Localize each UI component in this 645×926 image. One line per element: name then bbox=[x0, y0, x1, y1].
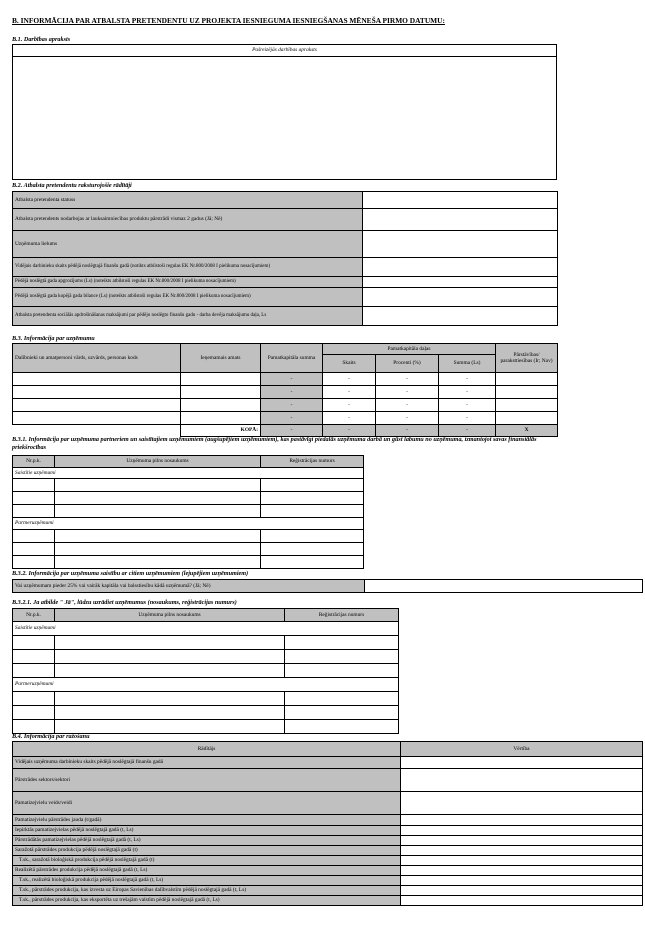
b321-related-label: Saistītie uzņēmumi bbox=[13, 622, 399, 636]
b31-col-nr: Nr.p.k. bbox=[13, 456, 55, 468]
b3-cell[interactable] bbox=[181, 386, 261, 399]
b4-row-label: Pārstrādātās pamatizejvielas pēdējā noslēgtajā gadā (t, Ls) bbox=[13, 836, 401, 846]
b32-answer-cell[interactable] bbox=[365, 580, 643, 593]
b31-cell[interactable] bbox=[13, 479, 55, 492]
b31-cell[interactable] bbox=[13, 530, 55, 543]
b4-row-label: T.sk., pārstrādes produkcija, kas izvesta uz Eiropas Savienības dalībvalstīm pēdējā noslēgtajā gadā (t, Ls) bbox=[13, 886, 401, 896]
b2-value-cell[interactable] bbox=[363, 231, 558, 258]
b3-col-position: Ieņemamais amats bbox=[181, 344, 261, 373]
b31-cell[interactable] bbox=[55, 505, 261, 518]
b4-row-label: Pamatizejvielu veids/veidi bbox=[13, 792, 401, 815]
b3-col-percent: Procenti (%) bbox=[376, 355, 439, 373]
b32-table bbox=[12, 579, 643, 593]
b4-col-indicator: Rādītājs bbox=[13, 742, 401, 757]
b3-total-x: X bbox=[496, 425, 558, 437]
b321-cell[interactable] bbox=[13, 706, 55, 720]
b2-heading: B.2. Atbalsta pretendentu raksturojošie rādītāji bbox=[12, 182, 132, 189]
b3-dash: - bbox=[439, 412, 496, 425]
b2-row-label: Atbalsta pretendenta sociālās apdrošināšanas maksājumi par pēdējo noslēgto finanšu gadu - darba devēja maksājumu daļa, Ls bbox=[13, 307, 363, 326]
b4-row-label: Iepirktās pamatizejvielas pēdējā noslēgtajā gadā (t, Ls) bbox=[13, 826, 401, 836]
b3-dash: - bbox=[439, 399, 496, 412]
b3-dash: - bbox=[376, 399, 439, 412]
b4-value-cell[interactable] bbox=[401, 846, 643, 856]
b3-dash: - bbox=[261, 412, 323, 425]
b3-cell[interactable] bbox=[496, 373, 558, 386]
b31-col-reg: Reģistrācijas numurs bbox=[261, 456, 364, 468]
b2-row-label: Pēdējā noslēgtā gada apgrozījums (Ls) (noteikts atbilstoši regulas EK Nr.800/2008 I pielikuma nosacījumiem) bbox=[13, 277, 363, 288]
b3-cell[interactable] bbox=[181, 412, 261, 425]
b3-dash: - bbox=[323, 412, 376, 425]
b321-partners-label: Partneruzņēmumi bbox=[13, 678, 399, 692]
b3-dash: - bbox=[261, 399, 323, 412]
b2-row-label: Vidējais darbinieku skaits pēdējā noslēgtajā finanšu gadā (notikts atbilstoši regulas EK Nr.800/2008 I pielikuma nosacījumiem) bbox=[13, 258, 363, 277]
b3-dash: - bbox=[323, 373, 376, 386]
b321-cell[interactable] bbox=[285, 720, 399, 734]
b4-row-label: Realizētā pārstrādes produkcija pēdējā noslēgtajā gadā (t, Ls) bbox=[13, 866, 401, 876]
b321-cell[interactable] bbox=[285, 692, 399, 706]
b2-value-cell[interactable] bbox=[363, 307, 558, 326]
b321-cell[interactable] bbox=[13, 664, 55, 678]
b31-cell[interactable] bbox=[261, 556, 364, 569]
b4-value-cell[interactable] bbox=[401, 769, 643, 792]
b1-description-field[interactable] bbox=[13, 57, 557, 180]
b31-cell[interactable] bbox=[13, 556, 55, 569]
b4-value-cell[interactable] bbox=[401, 826, 643, 836]
b3-col-shares: Pamatkapitāla daļas bbox=[323, 344, 496, 355]
b3-dash: - bbox=[323, 399, 376, 412]
b321-cell[interactable] bbox=[13, 692, 55, 706]
b2-value-cell[interactable] bbox=[363, 288, 558, 307]
b321-cell[interactable] bbox=[285, 636, 399, 650]
b31-heading: B.3.1. Informācija par uzņēmuma partneriem un saistītajiem uzņēmumiem (augšupējiem uzņēmumiem), kas pastāvīgi piedalās uzņēmuma darbā un gūst labumu no uzņēmuma, izmantojot savas finansiālās priekšrocības bbox=[12, 436, 537, 451]
b31-cell[interactable] bbox=[13, 543, 55, 556]
b4-col-value: Vērtība bbox=[401, 742, 643, 757]
b31-partners-label: Partneruzņēmumi bbox=[13, 518, 364, 530]
b3-dash: - bbox=[323, 425, 376, 437]
b4-row-label: Saražotā pārstrādes produkcija pēdējā noslēgtajā gadā (t) bbox=[13, 846, 401, 856]
b31-cell[interactable] bbox=[13, 505, 55, 518]
b4-value-cell[interactable] bbox=[401, 836, 643, 846]
b3-dash: - bbox=[439, 386, 496, 399]
b3-dash: - bbox=[376, 425, 439, 437]
b321-cell[interactable] bbox=[285, 650, 399, 664]
b3-dash: - bbox=[376, 373, 439, 386]
b3-cell[interactable] bbox=[181, 399, 261, 412]
b4-row-label: T.sk., realizētā bioloģiskā produkcija pēdējā noslēgtajā gadā (t, Ls) bbox=[13, 876, 401, 886]
b321-cell[interactable] bbox=[285, 664, 399, 678]
b2-value-cell[interactable] bbox=[363, 258, 558, 277]
b4-value-cell[interactable] bbox=[401, 886, 643, 896]
b321-cell[interactable] bbox=[55, 706, 285, 720]
b3-dash: - bbox=[261, 425, 323, 437]
b4-row-label: Pārstrādes sektors/sektori bbox=[13, 769, 401, 792]
b31-related-label: Saistītie uzņēmumi bbox=[13, 468, 364, 479]
b4-value-cell[interactable] bbox=[401, 856, 643, 866]
b31-cell[interactable] bbox=[55, 530, 261, 543]
b3-heading: B.3. Informācija par uzņēmumu bbox=[12, 335, 95, 342]
b31-cell[interactable] bbox=[261, 530, 364, 543]
b4-value-cell[interactable] bbox=[401, 792, 643, 815]
b1-heading: B.1. Darbības apraksts bbox=[12, 36, 71, 43]
b321-cell[interactable] bbox=[55, 692, 285, 706]
b321-cell[interactable] bbox=[13, 720, 55, 734]
b3-col-capital: Pamatkapitāla summa bbox=[261, 344, 323, 373]
b2-row-label: Uzņēmuma lielums bbox=[13, 231, 363, 258]
b31-cell[interactable] bbox=[261, 505, 364, 518]
b3-cell[interactable] bbox=[13, 412, 181, 425]
b31-cell[interactable] bbox=[55, 543, 261, 556]
b31-cell[interactable] bbox=[55, 556, 261, 569]
b3-dash: - bbox=[439, 425, 496, 437]
b2-row-label: Atbalsta pretendenta statuss bbox=[13, 192, 363, 209]
b3-dash: - bbox=[376, 386, 439, 399]
b2-value-cell[interactable] bbox=[363, 277, 558, 288]
b4-heading: B.4. Informācija par ražošanu bbox=[12, 733, 90, 740]
b3-cell[interactable] bbox=[13, 373, 181, 386]
b4-value-cell[interactable] bbox=[401, 876, 643, 886]
b4-value-cell[interactable] bbox=[401, 757, 643, 769]
b31-col-name: Uzņēmuma pilns nosaukums bbox=[55, 456, 261, 468]
b31-table bbox=[12, 455, 364, 569]
b3-col-name: Dalībnieki un amatpersoni vārds, uzvārds, personas kods bbox=[13, 344, 181, 373]
b31-cell[interactable] bbox=[55, 492, 261, 505]
b3-table bbox=[12, 343, 558, 437]
b3-cell[interactable] bbox=[181, 373, 261, 386]
b32-heading: B.3.2. Informācija par uzņēmuma saistību ar citiem uzņēmumiem (lejupējiem uzņēmumiem) bbox=[12, 570, 249, 577]
b31-cell[interactable] bbox=[55, 479, 261, 492]
b321-table bbox=[12, 608, 399, 734]
b2-value-cell[interactable] bbox=[363, 209, 558, 231]
b3-dash: - bbox=[439, 373, 496, 386]
b3-cell[interactable] bbox=[496, 412, 558, 425]
b3-cell[interactable] bbox=[13, 399, 181, 412]
b4-value-cell[interactable] bbox=[401, 815, 643, 826]
b321-heading: B.3.2.1. Ja atbilde " Jā", lūdzu uzrādiet uzņēmumus (nosaukums, reģistrācijas numurs) bbox=[12, 599, 237, 606]
b3-cell[interactable] bbox=[13, 386, 181, 399]
b31-cell[interactable] bbox=[261, 479, 364, 492]
b321-cell[interactable] bbox=[13, 636, 55, 650]
b2-table bbox=[12, 191, 558, 326]
b4-value-cell[interactable] bbox=[401, 866, 643, 876]
b321-cell[interactable] bbox=[13, 650, 55, 664]
b3-col-count: Skaits bbox=[323, 355, 376, 373]
b321-cell[interactable] bbox=[55, 664, 285, 678]
b2-value-cell[interactable] bbox=[363, 192, 558, 209]
b4-row-label: T.sk., saražotā bioloģiskā produkcija pēdējā noslēgtajā gadā (t) bbox=[13, 856, 401, 866]
b321-col-reg: Reģistrācijas numurs bbox=[285, 609, 399, 622]
b3-cell[interactable] bbox=[496, 399, 558, 412]
b2-row-label: Pēdējā noslēgtā gada kopējā gada bilance (Ls) (noteikts atbilstoši regulas EK Nr.800/2008 I pielikuma nosacījumiem) bbox=[13, 288, 363, 307]
b4-value-cell[interactable] bbox=[401, 896, 643, 906]
b3-dash: - bbox=[261, 386, 323, 399]
b321-col-nr: Nr.p.k. bbox=[13, 609, 55, 622]
b1-caption: Pašreizējās darbības apraksts bbox=[13, 45, 557, 57]
b4-row-label: Vidējais uzņēmuma darbinieku skaits pēdējā noslēgtajā finanšu gadā bbox=[13, 757, 401, 769]
b2-row-label: Atbalsta pretendents nodarbojas ar lauksaimniecības produktu pārstrādi vismaz 2 gadus (Jā; Nē) bbox=[13, 209, 363, 231]
b3-dash: - bbox=[323, 386, 376, 399]
b31-cell[interactable] bbox=[261, 543, 364, 556]
b31-cell[interactable] bbox=[261, 492, 364, 505]
b4-row-label: T.sk., pārstrādes produkcija, kas eksportēta uz trešajām valstīm pēdējā noslēgtajā gadā (t, Ls) bbox=[13, 896, 401, 906]
b3-col-sum: Summa (Ls) bbox=[439, 355, 496, 373]
b3-dash: - bbox=[376, 412, 439, 425]
b4-table bbox=[12, 741, 643, 906]
b4-row-label: Pamatizejvielu pārstrādes jauda (t/gadā) bbox=[13, 815, 401, 826]
b3-dash: - bbox=[261, 373, 323, 386]
b31-cell[interactable] bbox=[13, 492, 55, 505]
b321-cell[interactable] bbox=[55, 650, 285, 664]
b32-question: Vai uzņēmumam pieder 25% vai vairāk kapitāla vai balsstiesību kādā uzņēmumā? (Jā; Nē) bbox=[13, 580, 365, 593]
b321-cell[interactable] bbox=[55, 636, 285, 650]
b3-cell[interactable] bbox=[496, 386, 558, 399]
b321-cell[interactable] bbox=[55, 720, 285, 734]
b3-total-label: KOPĀ: bbox=[181, 425, 261, 437]
b321-col-name: Uzņēmuma pilns nosaukums bbox=[55, 609, 285, 622]
b321-cell[interactable] bbox=[285, 706, 399, 720]
page-title: B. INFORMĀCIJA PAR ATBALSTA PRETENDENTU UZ PROJEKTA IESNIEGUMA IESNIEGŠANAS MĒNEŠA PIRMO DATUMU: bbox=[12, 16, 445, 25]
b3-col-rep: Pārstāvības/ paraksttiesības (Ir; Nav) bbox=[496, 344, 558, 373]
b1-description-table bbox=[12, 44, 557, 180]
